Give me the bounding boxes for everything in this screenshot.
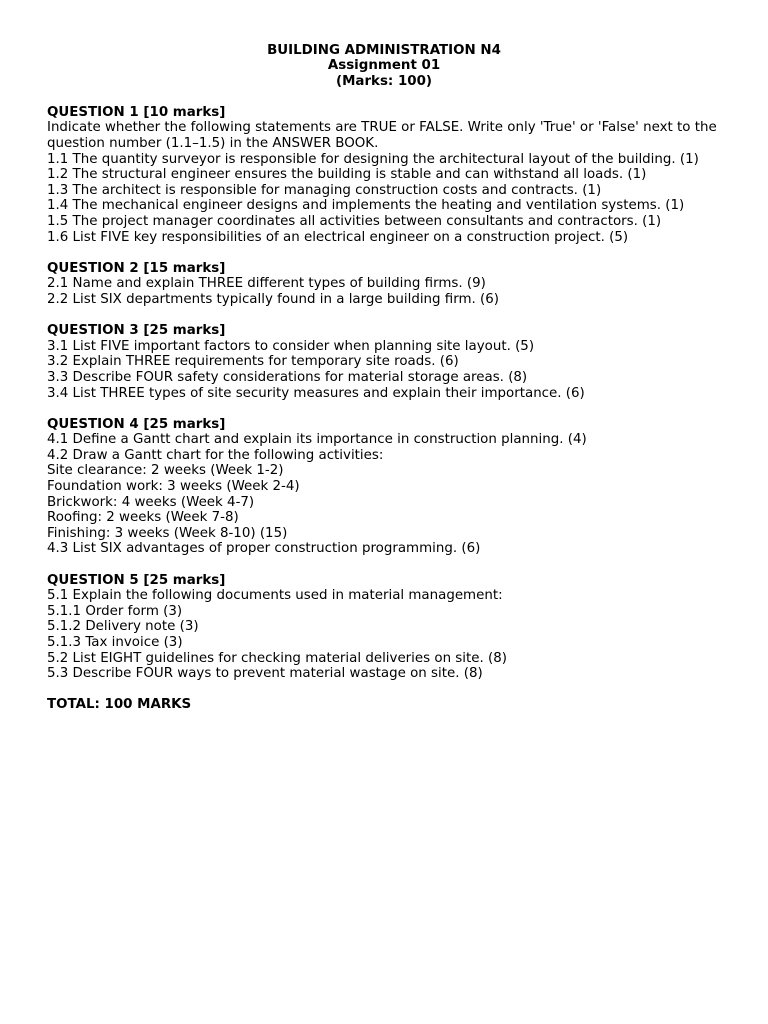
question-3-title: QUESTION 3 [25 marks]: [47, 323, 226, 339]
question-5-item: 5.1 Explain the following documents used in material management:: [47, 588, 503, 604]
question-5-item: 5.3 Describe FOUR ways to prevent material wastage on site. (8): [47, 666, 483, 682]
assignment-document: [47, 43, 723, 713]
question-4-activity: Finishing: 3 weeks (Week 8-10) (15): [47, 525, 288, 541]
question-4-section: [47, 417, 723, 557]
question-3-item: 3.2 Explain THREE requirements for temporary site roads. (6): [47, 354, 459, 370]
question-5-subitem: 5.1.3 Tax invoice (3): [47, 635, 183, 650]
question-4-item: 4.3 List SIX advantages of proper construction programming. (6): [47, 541, 481, 557]
question-2-item: 2.2 List SIX departments typically found in a large building firm. (6): [47, 291, 500, 307]
question-3-item: 3.1 List FIVE important factors to consider when planning site layout. (5): [47, 338, 535, 354]
question-2-section: [47, 261, 723, 308]
question-3-item: 3.4 List THREE types of site security measures and explain their importance. (6): [47, 385, 585, 401]
document-title: BUILDING ADMINISTRATION N4: [267, 43, 501, 58]
document-marks: (Marks: 100): [335, 73, 433, 89]
question-4-activity: Foundation work: 3 weeks (Week 2-4): [47, 479, 300, 495]
question-1-title: QUESTION 1 [10 marks]: [47, 104, 226, 120]
question-5-subitem: 5.1.1 Order form (3): [47, 603, 183, 619]
question-5-subitem: 5.1.2 Delivery note (3): [47, 619, 199, 635]
question-1-item: 1.6 List FIVE key responsibilities of an electrical engineer on a construction project. (5): [47, 229, 629, 245]
question-2-item: 2.1 Name and explain THREE different types of building firms. (9): [47, 276, 486, 292]
question-4-activity: Roofing: 2 weeks (Week 7-8): [47, 510, 239, 526]
question-4-activity: Site clearance: 2 weeks (Week 1-2): [47, 463, 284, 479]
question-3-item: 3.3 Describe FOUR safety considerations for material storage areas. (8): [47, 369, 528, 385]
question-1-section: [47, 105, 723, 245]
document-header: [0, 43, 768, 89]
document-subtitle: Assignment 01: [327, 58, 441, 74]
question-4-item: 4.1 Define a Gantt chart and explain its importance in construction planning. (4): [47, 432, 587, 448]
question-1-item: 1.3 The architect is responsible for managing construction costs and contracts. (1): [47, 182, 602, 198]
question-5-item: 5.2 List EIGHT guidelines for checking material deliveries on site. (8): [47, 650, 507, 666]
question-4-item: 4.2 Draw a Gantt chart for the following activities:: [47, 447, 384, 463]
question-3-section: [47, 323, 723, 401]
question-1-item: 1.2 The structural engineer ensures the building is stable and can withstand all loads. (1): [47, 167, 647, 183]
question-4-activity: Brickwork: 4 weeks (Week 4-7): [47, 494, 255, 510]
question-4-title: QUESTION 4 [25 marks]: [47, 416, 226, 432]
question-1-item: 1.4 The mechanical engineer designs and implements the heating and ventilation systems. (1): [47, 198, 685, 214]
question-1-item: 1.5 The project manager coordinates all activities between consultants and contractors. (1): [47, 213, 662, 229]
question-5-section: [47, 573, 723, 682]
question-1-item: 1.1 The quantity surveyor is responsible for designing the architectural layout of the building. (1): [47, 151, 699, 167]
question-1-instruction: Indicate whether the following statements are TRUE or FALSE. Write only 'True' or 'False' next to the question number (1.1–1.5) in the ANSWER BOOK.: [47, 120, 717, 151]
total-marks: TOTAL: 100 MARKS: [47, 697, 192, 713]
question-5-title: QUESTION 5 [25 marks]: [47, 572, 226, 588]
question-2-title: QUESTION 2 [15 marks]: [47, 260, 226, 276]
